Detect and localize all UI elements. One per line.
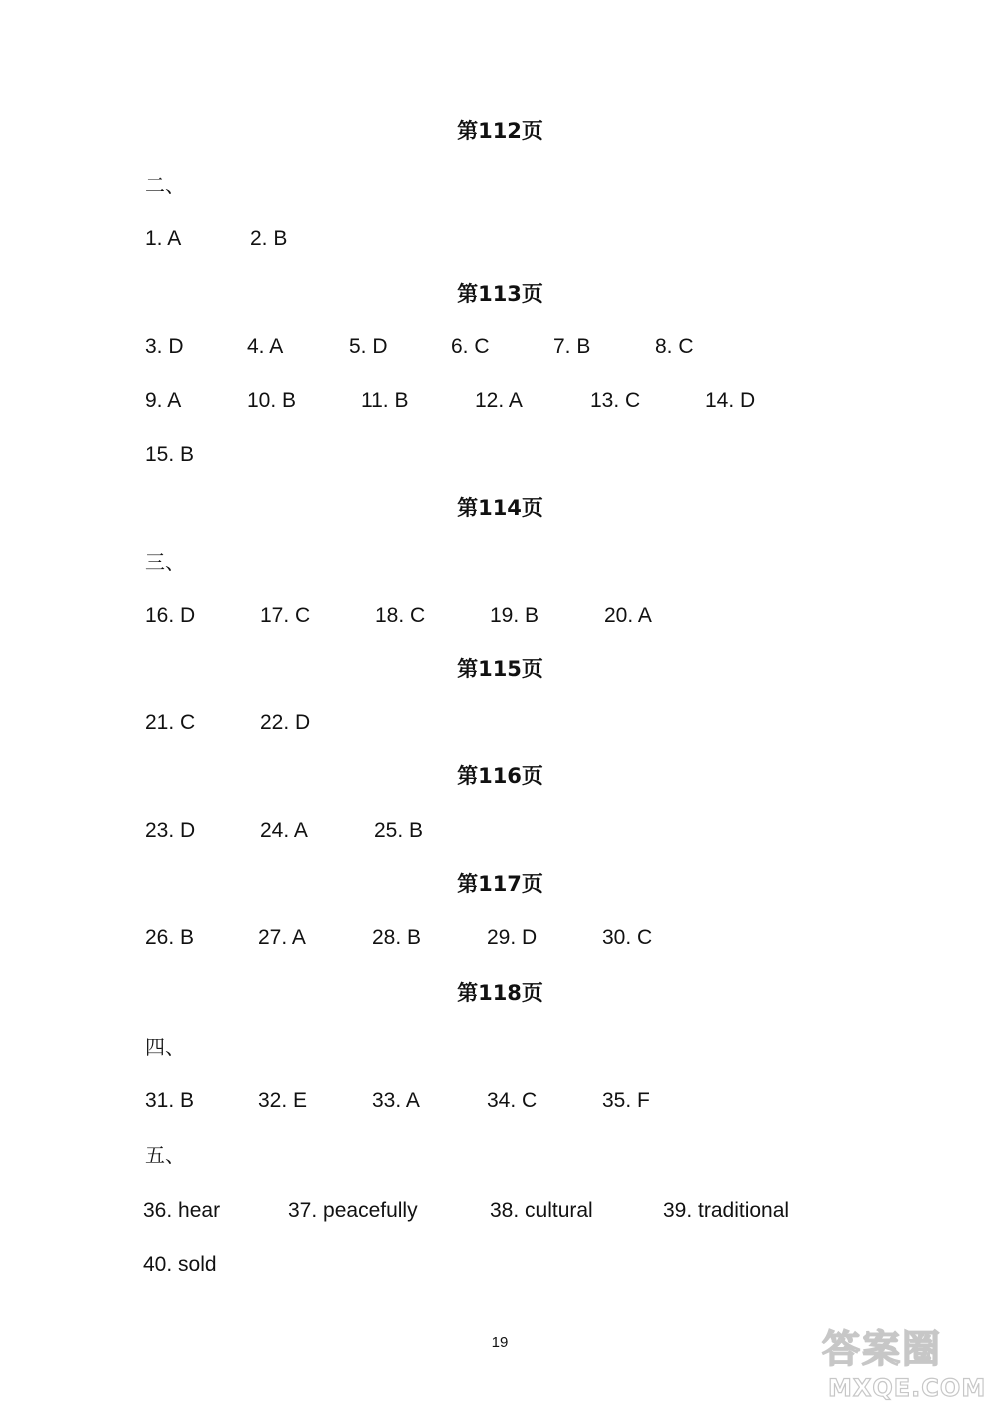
answer-40: 40. sold xyxy=(143,1253,217,1276)
section-label-five: 五、 xyxy=(145,1143,185,1167)
watermark-logo xyxy=(822,1318,987,1408)
answer-16: 16. D xyxy=(145,604,196,627)
answer-36: 36. hear xyxy=(143,1199,221,1222)
answer-22: 22. D xyxy=(260,711,311,734)
answer-row xyxy=(0,601,1000,631)
answer-27: 27. A xyxy=(258,926,306,949)
answer-14: 14. D xyxy=(705,389,756,412)
section-label-three: 三、 xyxy=(145,550,185,574)
answer-31: 31. B xyxy=(145,1089,195,1112)
section-label-two: 二、 xyxy=(145,173,185,197)
answer-row xyxy=(0,816,1000,846)
answer-1: 1. A xyxy=(145,227,182,250)
answer-17: 17. C xyxy=(260,604,311,627)
answer-10: 10. B xyxy=(247,389,297,412)
answer-row xyxy=(0,1250,1000,1280)
answer-21: 21. C xyxy=(145,711,196,734)
answer-4: 4. A xyxy=(247,335,284,358)
answer-row xyxy=(0,440,1000,470)
answer-3: 3. D xyxy=(145,335,184,358)
answer-30: 30. C xyxy=(602,926,653,949)
answer-33: 33. A xyxy=(372,1089,420,1112)
answer-29: 29. D xyxy=(487,926,538,949)
page-number: 19 xyxy=(491,1334,509,1351)
answer-15: 15. B xyxy=(145,443,195,466)
page-heading-117: 第117页 xyxy=(457,872,543,896)
answer-5: 5. D xyxy=(349,335,388,358)
answer-9: 9. A xyxy=(145,389,182,412)
section-label-four: 四、 xyxy=(145,1035,185,1059)
answer-6: 6. C xyxy=(451,335,490,358)
answer-25: 25. B xyxy=(374,819,424,842)
answer-12: 12. A xyxy=(475,389,523,412)
answer-18: 18. C xyxy=(375,604,426,627)
answer-row xyxy=(0,1196,1000,1226)
answer-35: 35. F xyxy=(602,1089,650,1112)
answer-row xyxy=(0,923,1000,953)
answer-38: 38. cultural xyxy=(490,1199,593,1222)
answer-39: 39. traditional xyxy=(663,1199,790,1222)
page-heading-116: 第116页 xyxy=(457,764,543,788)
answer-row xyxy=(0,708,1000,738)
answer-row xyxy=(0,224,1000,254)
page-heading-114: 第114页 xyxy=(457,496,543,520)
answer-20: 20. A xyxy=(604,604,652,627)
page-heading-115: 第115页 xyxy=(457,657,543,681)
answer-37: 37. peacefully xyxy=(288,1199,418,1222)
answer-23: 23. D xyxy=(145,819,196,842)
answer-24: 24. A xyxy=(260,819,308,842)
answer-row xyxy=(0,1086,1000,1116)
page-heading-113: 第113页 xyxy=(457,282,543,306)
answer-19: 19. B xyxy=(490,604,540,627)
answer-2: 2. B xyxy=(250,227,288,250)
page-heading-118: 第118页 xyxy=(457,981,543,1005)
watermark-text-cn: 答案圈 xyxy=(822,1327,943,1371)
page-heading-112: 第112页 xyxy=(457,119,543,143)
answer-11: 11. B xyxy=(361,389,409,412)
watermark-text-en: MXQE.COM xyxy=(828,1374,987,1402)
answer-row xyxy=(0,386,1000,416)
answer-26: 26. B xyxy=(145,926,195,949)
answer-8: 8. C xyxy=(655,335,694,358)
answer-32: 32. E xyxy=(258,1089,308,1112)
answer-row xyxy=(0,332,1000,362)
answer-28: 28. B xyxy=(372,926,422,949)
answer-7: 7. B xyxy=(553,335,591,358)
answer-13: 13. C xyxy=(590,389,641,412)
answer-34: 34. C xyxy=(487,1089,538,1112)
